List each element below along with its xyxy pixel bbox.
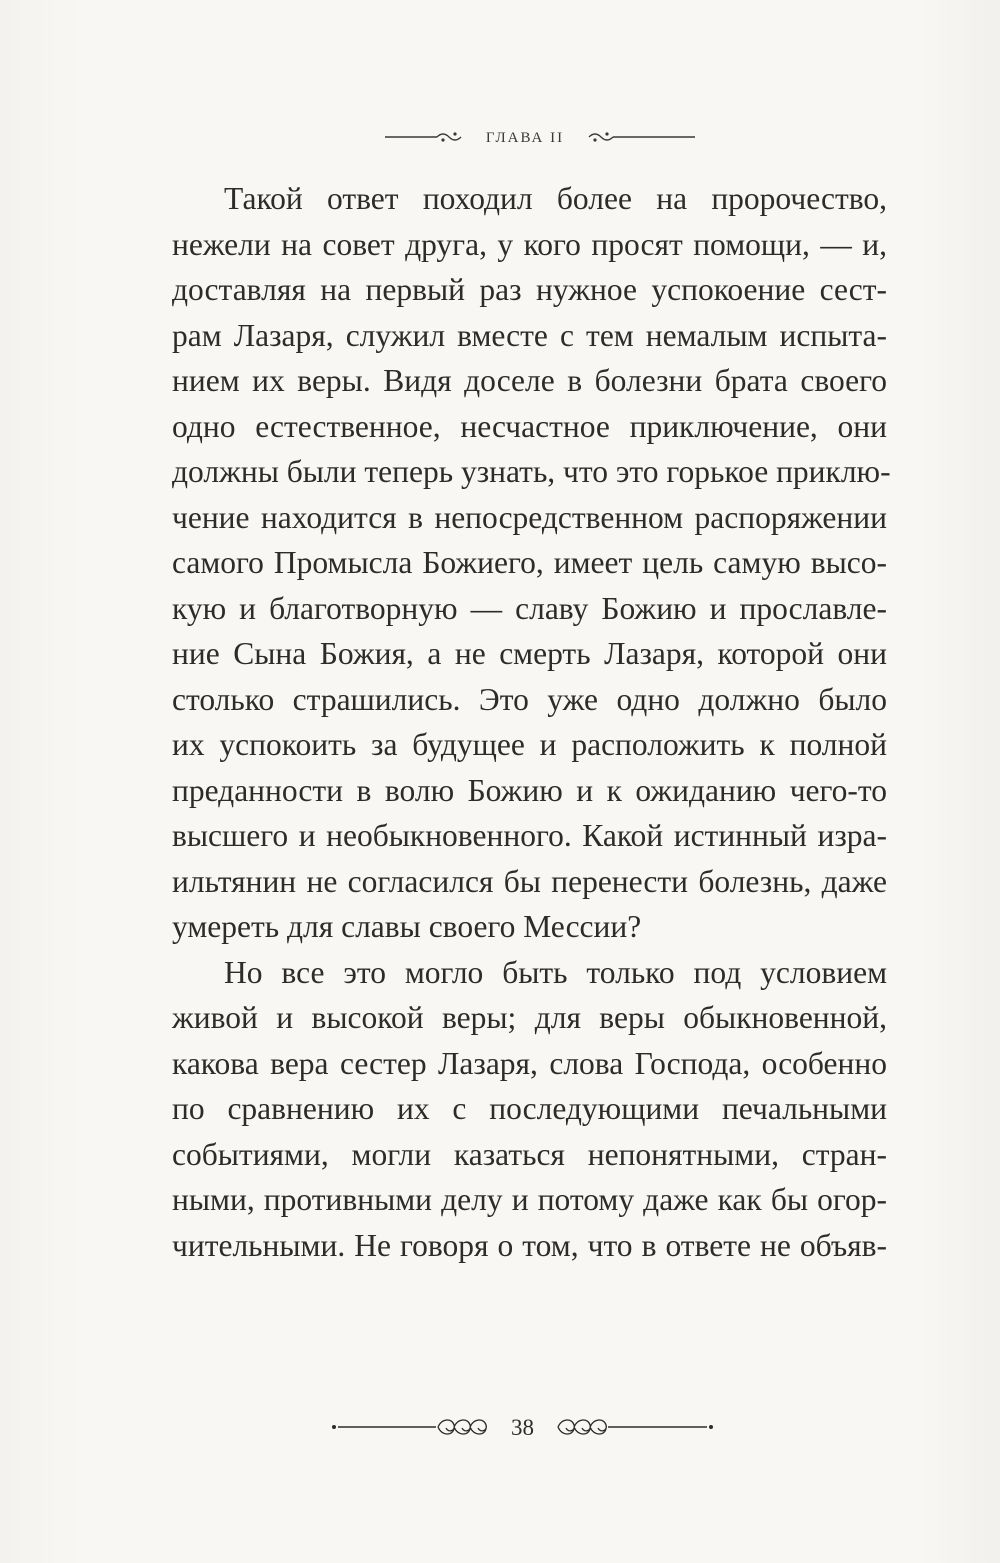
- text-line: по сравнению их с последующими печальными: [172, 1091, 887, 1126]
- text-line: высшего и необыкновенного. Какой истинный изра-: [172, 818, 887, 853]
- running-title: ГЛАВА II: [485, 130, 565, 146]
- text-line: нежели на совет друга, у кого просят помощи, — и,: [172, 226, 887, 262]
- text-line: одно естественное, несчастное приключение, они: [172, 408, 887, 444]
- text-line: Такой ответ походил более на пророчество,: [224, 181, 887, 216]
- text-line: какова вера сестер Лазаря, слова Господа, особенно: [172, 1045, 887, 1081]
- text-line: Но все это могло быть только под условием: [224, 954, 887, 990]
- body-text: [172, 176, 891, 1268]
- text-line: живой и высокой веры; для веры обыкновенной,: [172, 1000, 887, 1035]
- text-line: чительными. Не говоря о том, что в ответе не объяв-: [172, 1227, 887, 1263]
- text-line: преданности в волю Божию и к ожиданию чего-то: [172, 772, 887, 808]
- text-line: ильтянин не согласился бы перенести болезнь, даже: [172, 863, 887, 899]
- text-line: кую и благотворную — славу Божию и прославле-: [172, 590, 887, 626]
- page-footer: [330, 1408, 715, 1448]
- running-header: [355, 126, 695, 154]
- paragraph-1: [172, 176, 891, 950]
- text-line: их успокоить за будущее и расположить к полной: [172, 727, 887, 762]
- text-line: ние Сына Божия, а не смерть Лазаря, которой они: [172, 636, 887, 671]
- text-line: событиями, могли казаться непонятными, стран-: [172, 1136, 887, 1172]
- text-line: чение находится в непосредственном распоряжении: [172, 499, 887, 535]
- text-line: умереть для славы своего Мессии?: [172, 909, 642, 944]
- text-line: должны были теперь узнать, что это горькое приклю-: [172, 454, 891, 489]
- text-line: рам Лазаря, служил вместе с тем немалым испыта-: [172, 317, 887, 353]
- text-line: самого Промысла Божиего, имеет цель самую высо-: [172, 545, 887, 580]
- page-number: 38: [511, 1415, 534, 1440]
- text-line: столько страшились. Это уже одно должно было: [172, 681, 887, 717]
- text-line: ными, противными делу и потому даже как бы огор-: [172, 1182, 887, 1217]
- text-line: доставляя на первый раз нужное успокоение сест-: [172, 272, 887, 307]
- text-line: нием их веры. Видя доселе в болезни брата своего: [172, 363, 887, 398]
- paragraph-2: [172, 950, 887, 1269]
